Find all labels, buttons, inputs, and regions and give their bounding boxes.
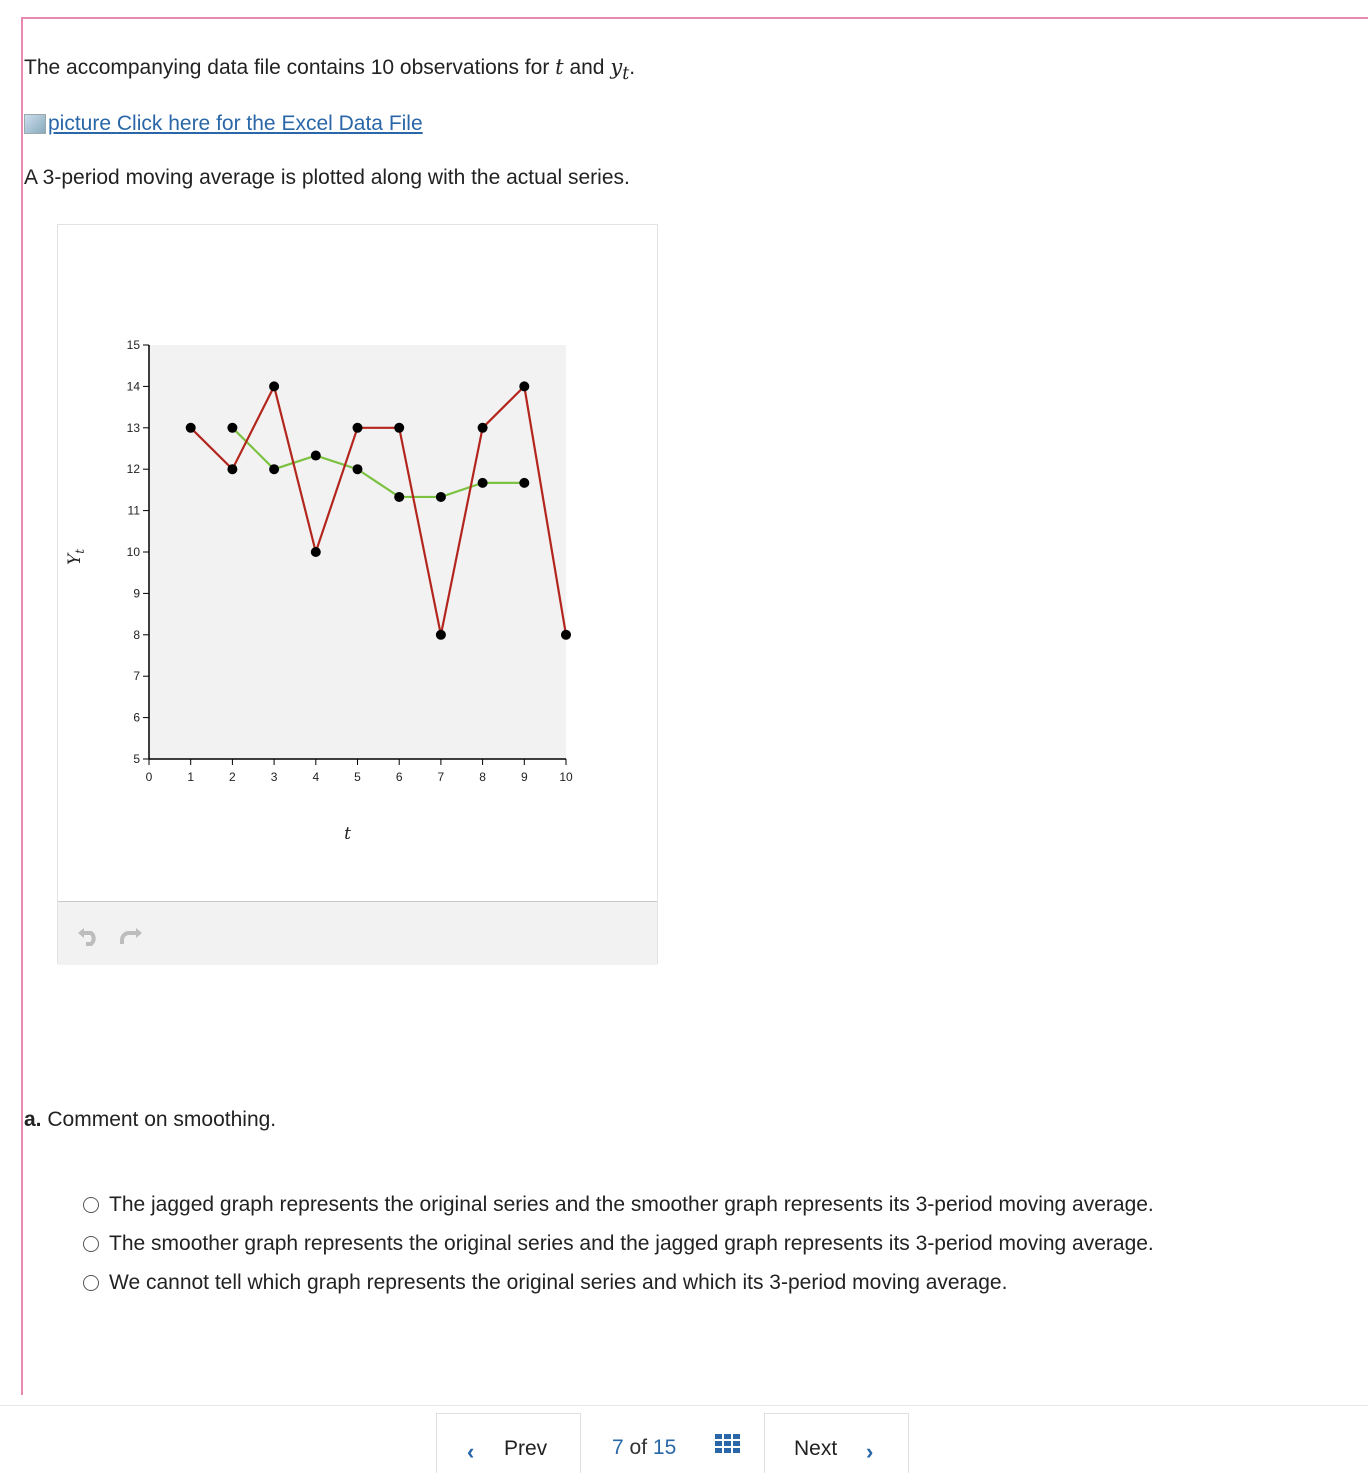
- grid-menu-icon[interactable]: [715, 1434, 741, 1454]
- excel-link-label: Click here for the Excel Data File: [116, 112, 423, 135]
- actual-series-point: [478, 423, 488, 433]
- y-axis-label: $Y_t$: [65, 548, 87, 565]
- navigation-divider: [0, 1405, 1368, 1406]
- moving-average-point: [478, 478, 488, 488]
- moving-average-chart: [58, 225, 657, 901]
- actual-series-point: [561, 630, 571, 640]
- part-a-label: a.: [24, 1108, 42, 1131]
- y-tick-label: 12: [126, 462, 140, 477]
- prev-label: Prev: [504, 1437, 548, 1460]
- actual-series-point: [227, 464, 237, 474]
- intro-variable-y: y: [610, 55, 623, 79]
- part-a-text: Comment on smoothing.: [47, 1108, 277, 1131]
- moving-average-point: [269, 464, 279, 474]
- radio-button-1[interactable]: [83, 1197, 99, 1213]
- y-tick-label: 10: [126, 545, 140, 559]
- moving-average-point: [436, 492, 446, 502]
- x-tick-label: 5: [354, 770, 361, 784]
- moving-average-point: [519, 478, 529, 488]
- intro-period: .: [629, 56, 636, 79]
- next-button[interactable]: [764, 1413, 909, 1473]
- y-tick-label: 13: [126, 420, 140, 435]
- question-frame-left-border: [21, 17, 23, 1395]
- y-tick-label: 5: [133, 752, 140, 766]
- intro-variable-y-subscript: t: [622, 64, 630, 85]
- y-tick-label: 15: [126, 338, 140, 352]
- radio-button-3[interactable]: [83, 1275, 99, 1291]
- question-intro: [24, 55, 635, 84]
- radio-button-2[interactable]: [83, 1236, 99, 1252]
- y-tick-label: 11: [127, 503, 140, 518]
- x-tick-label: 8: [479, 770, 486, 784]
- question-frame-top-border: [22, 17, 1368, 19]
- actual-series-point: [519, 381, 529, 391]
- broken-image-icon: [24, 114, 46, 134]
- y-tick-label: 9: [133, 586, 140, 601]
- y-tick-label: 7: [133, 669, 140, 684]
- x-tick-label: 10: [559, 770, 573, 784]
- intro-variable-t: t: [555, 55, 564, 79]
- chart-container: [57, 224, 658, 964]
- actual-series-point: [436, 630, 446, 640]
- next-label: Next: [794, 1437, 838, 1460]
- actual-series-point: [311, 547, 321, 557]
- answer-option-3[interactable]: [83, 1263, 1154, 1302]
- y-tick-label: 8: [133, 627, 140, 642]
- chevron-right-icon: ›: [866, 1439, 874, 1464]
- actual-series-point: [353, 423, 363, 433]
- chart-toolbar: [58, 901, 657, 965]
- undo-icon[interactable]: [76, 924, 102, 946]
- answer-options: [83, 1185, 1154, 1302]
- moving-average-description: A 3-period moving average is plotted along with the actual series.: [24, 166, 630, 189]
- redo-icon[interactable]: [118, 924, 144, 946]
- x-tick-label: 2: [229, 770, 236, 784]
- x-tick-label: 3: [270, 770, 278, 784]
- answer-option-3-text: We cannot tell which graph represents the original series and which its 3-period moving average.: [109, 1270, 1008, 1294]
- chevron-left-icon: ‹: [467, 1439, 475, 1464]
- actual-series-point: [394, 423, 404, 433]
- x-tick-label: 0: [145, 770, 153, 784]
- x-tick-label: 7: [437, 770, 445, 784]
- answer-option-1-text: The jagged graph represents the original series and the smoother graph represents its 3-period moving average.: [109, 1192, 1154, 1216]
- x-tick-label: 4: [312, 770, 320, 784]
- y-tick-label: 6: [133, 710, 140, 725]
- moving-average-point: [353, 464, 363, 474]
- actual-series-point: [269, 381, 279, 391]
- prev-button[interactable]: [436, 1413, 581, 1473]
- page-of-label: of: [629, 1436, 648, 1459]
- page-indicator[interactable]: [612, 1436, 676, 1460]
- answer-option-2-text: The smoother graph represents the original series and the jagged graph represents its 3-period moving average.: [109, 1231, 1154, 1255]
- intro-text: The accompanying data file contains 10 observations for: [24, 56, 556, 79]
- current-page: 7: [612, 1436, 624, 1459]
- answer-option-1[interactable]: [83, 1185, 1154, 1224]
- excel-link-alt-text: picture: [48, 112, 112, 135]
- moving-average-point: [394, 492, 404, 502]
- x-tick-label: 6: [395, 770, 403, 784]
- part-a-prompt: [24, 1108, 276, 1132]
- x-axis-label: t: [344, 824, 351, 844]
- actual-series-point: [186, 423, 196, 433]
- intro-and: and: [563, 56, 611, 79]
- moving-average-point: [227, 423, 237, 433]
- y-tick-label: 14: [126, 379, 140, 394]
- x-tick-label: 1: [187, 770, 195, 784]
- answer-option-2[interactable]: [83, 1224, 1154, 1263]
- excel-data-link[interactable]: [24, 112, 423, 136]
- x-tick-label: 9: [520, 770, 528, 784]
- total-pages: 15: [652, 1436, 677, 1459]
- moving-average-point: [311, 451, 321, 461]
